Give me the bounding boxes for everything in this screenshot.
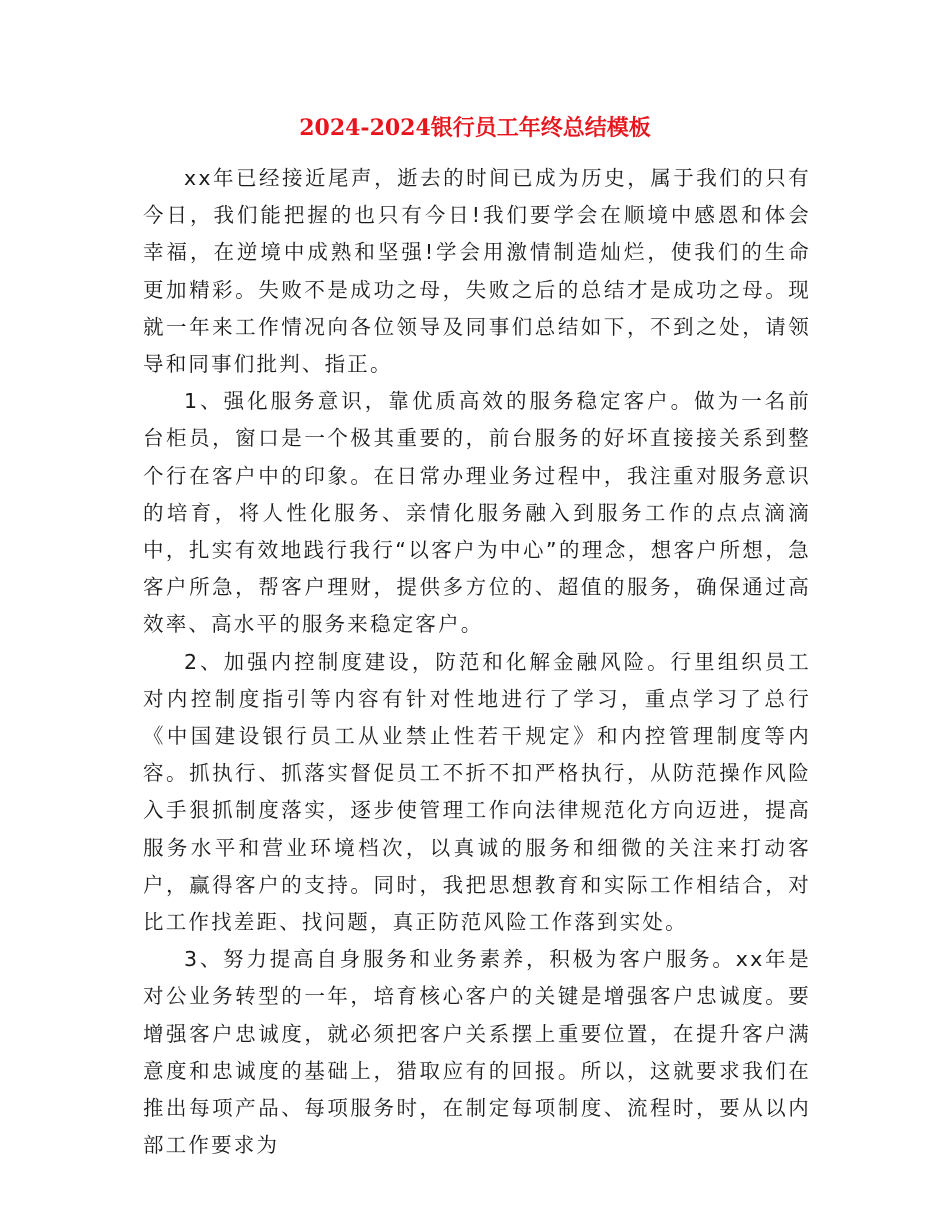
paragraph-internal-control: 2、加强内控制度建设，防范和化解金融风险。行里组织员工对内控制度指引等内容有针对性地进行了学习，重点学习了总行《中国建设银行员工从业禁止性若干规定》和内控管理制度等内容。抓执行、抓落实督促员工不折不扣严格执行，从防范操作风险入手狠抓制度落实，逐步使管理工作向法律规范化方向迈进，提高服务水平和营业环境档次，以真诚的服务和细微的关注来打动客户，赢得客户的支持。同时，我把思想教育和实际工作相结合，对比工作找差距、找问题，真正防范风险工作落到实处。: [143, 649, 811, 935]
paragraph-professional-quality: 3、努力提高自身服务和业务素养，积极为客户服务。xx年是对公业务转型的一年，培育核心客户的关键是增强客户忠诚度。要增强客户忠诚度，就必须把客户关系摆上重要位置，在提升客户满意度和忠诚度的基础上，猎取应有的回报。所以，这就要求我们在推出每项产品、每项服务时，在制定每项制度、流程时，要从以内部工作要求为: [143, 947, 811, 1158]
document-title: 2024-2024银行员工年终总结模板: [299, 115, 651, 141]
document-body: [143, 160, 811, 1164]
paragraph-intro: xx年已经接近尾声，逝去的时间已成为历史，属于我们的只有今日，我们能把握的也只有今日!我们要学会在顺境中感恩和体会幸福，在逆境中成熟和坚强!学会用激情制造灿烂，使我们的生命更加精彩。失败不是成功之母，失败之后的总结才是成功之母。现就一年来工作情况向各位领导及同事们总结如下，不到之处，请领导和同事们批判、指正。: [143, 166, 811, 377]
paragraph-service-awareness: 1、强化服务意识，靠优质高效的服务稳定客户。做为一名前台柜员，窗口是一个极其重要的，前台服务的好坏直接接关系到整个行在客户中的印象。在日常办理业务过程中，我注重对服务意识的培育，将人性化服务、亲情化服务融入到服务工作的点点滴滴中，扎实有效地践行我行“以客户为中心”的理念，想客户所想，急客户所急，帮客户理财，提供多方位的、超值的服务，确保通过高效率、高水平的服务来稳定客户。: [143, 389, 811, 637]
